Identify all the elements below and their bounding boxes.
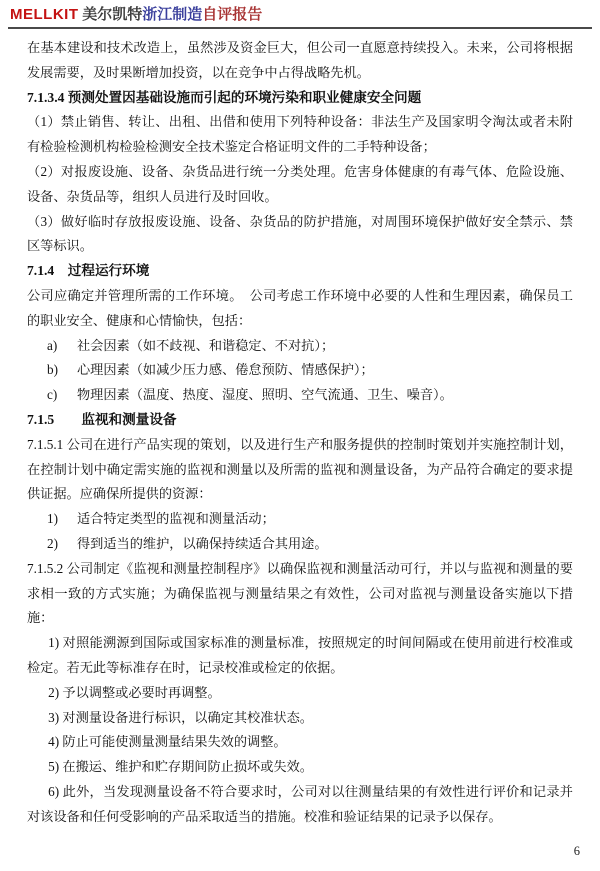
paragraph-item-3-temporary-storage: （3）做好临时存放报废设施、设备、杂货品的防护措施，对周围环境保护做好安全禁示、禁区等标识。 [27,213,573,254]
doc-title-segment-zhejiang-made: 浙江制造 [142,7,203,23]
list-item-text: 适合特定类型的监视和测量活动； [77,511,275,527]
doc-title-segment-company: 美尔凯特 [82,7,143,23]
list-item-text: 社会因素（如不歧视、和谐稳定、不对抗）； [77,337,335,353]
paragraph-investment: 在基本建设和技术改造上，虽然涉及资金巨大，但公司一直愿意持续投入。未来，公司将根据发展需要，及时果断增加投资，以在竞争中占得战略先机。 [27,40,573,80]
list-item-text: 物理因素（温度、热度、湿度、照明、空气流通、卫生、噪音）。 [77,387,453,403]
list-item-text: 心理因素（如减少压力感、倦怠预防、情感保护）； [77,362,374,378]
resource-list [27,507,573,557]
list-item-suitable-monitoring [47,507,573,532]
list-item-social-factor [47,334,573,359]
measure-item-1-calibration: 1) 对照能溯源到国际或国家标准的测量标准，按照规定的时间间隔或在使用前进行校准或检定。若无此等标准存在时，记录校准或检定的依据。 [27,635,573,675]
section-heading-7-1-3-4: 7.1.3.4 预测处置因基础设施而引起的环境污染和职业健康安全问题 [27,89,422,105]
brand-logo-text: MELLKIT [10,6,79,23]
doc-header [8,7,592,29]
doc-body [0,29,600,830]
section-heading-7-1-5: 7.1.5 监视和测量设备 [27,411,177,427]
page-number: 6 [573,844,580,858]
list-marker-1: 1) [47,511,58,527]
paragraph-item-2-scrap-classification: （2）对报废设施、设备、杂货品进行统一分类处理。危害身体健康的有毒气体、危险设施、设备、杂货品等，组织人员进行及时回收。 [27,163,573,204]
paragraph-work-environment: 公司应确定并管理所需的工作环境。 公司考虑工作环境中必要的人性和生理因素，确保员工的职业安全、健康和心情愉快，包括： [27,287,573,328]
measure-item-6-nonconforming-equipment: 6) 此外，当发现测量设备不符合要求时，公司对以往测量结果的有效性进行评价和记录并对该设备和任何受影响的产品采取适当的措施。校准和验证结果的记录予以保存。 [27,783,573,824]
list-item-psychological-factor [47,358,573,383]
list-marker-2: 2) [47,535,58,551]
list-marker-b: b) [47,362,58,378]
list-marker-c: c) [47,387,58,403]
list-item-maintenance [47,532,573,557]
factor-list [27,334,573,408]
paragraph-7-1-5-2-control-program: 7.1.5.2 公司制定《监视和测量控制程序》以确保监视和测量活动可行，并以与监视和测量的要求相一致的方式实施；为确保监视与测量结果之有效性，公司对监视与测量设备实施以下措施： [27,560,573,626]
doc-title-segment-self-report: 自评报告 [202,7,263,23]
paragraph-item-1-forbidden-equipment: （1）禁止销售、转让、出租、出借和使用下列特种设备：非法生产及国家明令淘汰或者未附有检验检测机构检验检测安全技术鉴定合格证明文件的二手特种设备； [27,114,573,155]
measure-item-5-handling-protection: 5) 在搬运、维护和贮存期间防止损坏或失效。 [48,759,313,775]
measure-item-3-identification: 3) 对测量设备进行标识，以确定其校准状态。 [48,709,313,725]
list-item-text: 得到适当的维护，以确保持续适合其用途。 [77,535,328,551]
list-item-physical-factor [47,383,573,408]
section-heading-7-1-4: 7.1.4 过程运行环境 [27,263,150,279]
measure-item-4-prevent-invalid-adjustment: 4) 防止可能使测量测量结果失效的调整。 [48,734,287,750]
measure-item-2-adjustment: 2) 予以调整或必要时再调整。 [48,684,221,700]
paragraph-7-1-5-1-planning: 7.1.5.1 公司在进行产品实现的策划，以及进行生产和服务提供的控制时策划并实施控制计划，在控制计划中确定需实施的监视和测量以及所需的监视和测量设备，为产品符合确定的要求提供证据。应确保所提供的资源： [27,436,573,502]
list-marker-a: a) [47,337,58,353]
